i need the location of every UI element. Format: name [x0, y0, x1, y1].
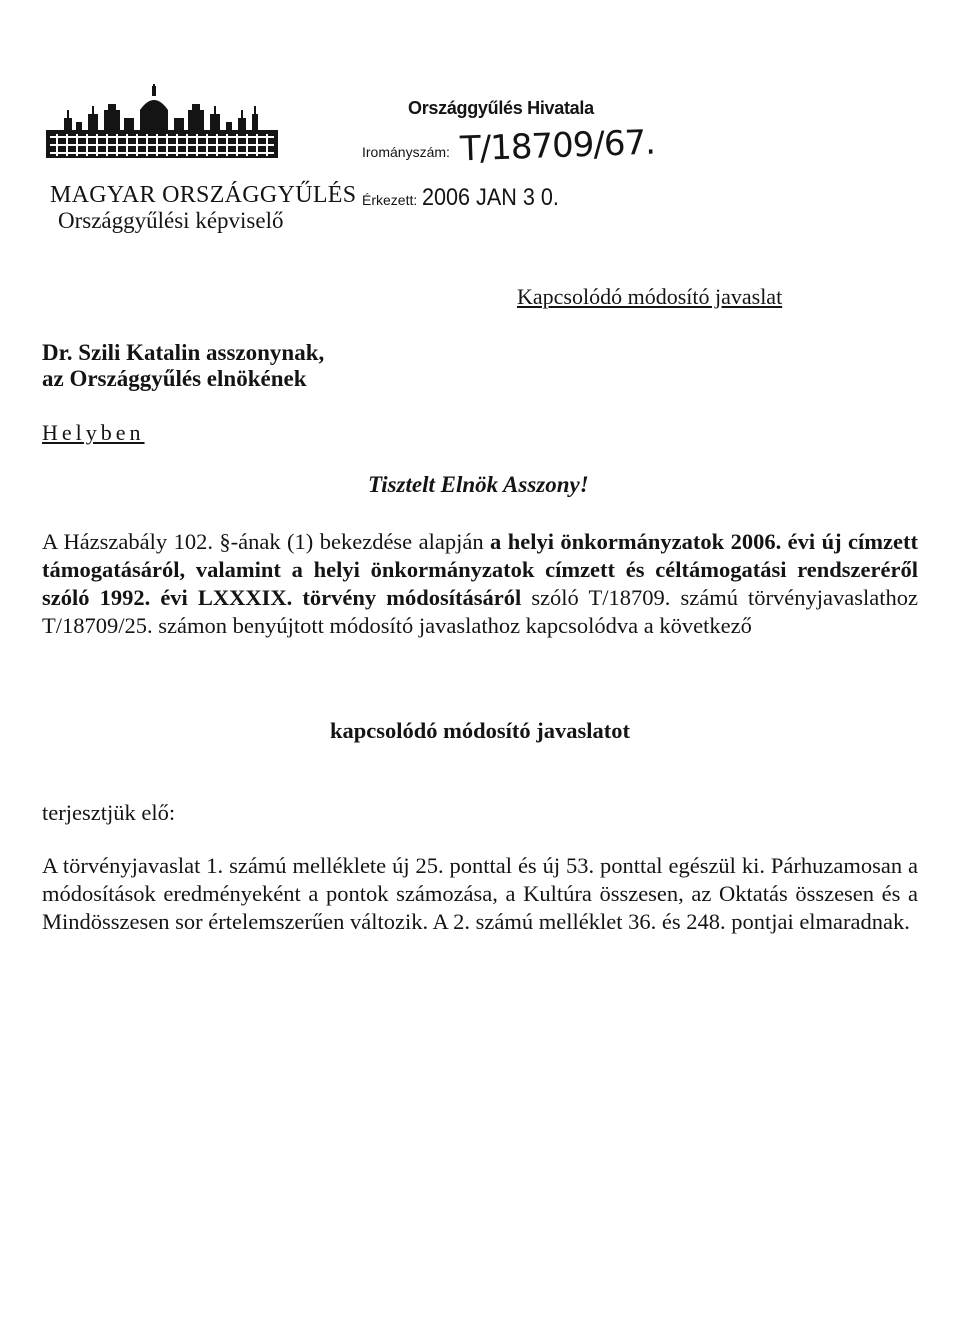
addressee-title: az Országgyűlés elnökének [42, 366, 307, 391]
stamp-received-label: Érkezett: [362, 192, 418, 208]
stamp-received-date: 2006 JAN 3 0. [422, 184, 559, 211]
parliament-logo [46, 84, 278, 164]
salutation: Tisztelt Elnök Asszony! [368, 472, 589, 497]
proposal-heading: kapcsolódó módosító javaslatot [329, 718, 631, 743]
addressee-name: Dr. Szili Katalin asszonynak, [42, 340, 325, 365]
stamp-title: Országgyűlés Hivatala [408, 98, 594, 118]
stamp-registry-number: T/18709/67. [459, 122, 656, 170]
intro-text-2: szóló T/18709. számú törvényjavaslathoz T/18709/25. számon benyújtott módosító javaslathoz kapcsolódva a következő [42, 585, 918, 638]
addressee-location: Helyben [42, 420, 145, 445]
stamp-registry-label: Irományszám: [362, 144, 450, 160]
intro-bill-title: a helyi önkormányzatok 2006. évi új címzett támogatásáról, valamint a helyi önkormányzatok címzett és céltámogatási rendszeréről szóló 1992. évi LXXXIX. törvény módosításáról [42, 529, 918, 610]
intro-text-1: A Házszabály 102. §-ának (1) bekezdése alapján [42, 529, 491, 554]
submit-line: terjesztjük elő: [42, 800, 176, 825]
document-type: Kapcsolódó módosító javaslat [517, 284, 783, 309]
body-paragraph: A törvényjavaslat 1. számú melléklete új 25. ponttal és új 53. ponttal egészül ki. Párhuzamosan a módosítások eredményeként a pontok számozása, a Kultúra összesen, az Oktatás összesen és a Mindösszesen sor értelemszerűen változik. A 2. számú melléklet 36. és 248. pontjai elmaradnak. [42, 853, 918, 934]
intro-paragraph [42, 528, 918, 640]
org-role: Országgyűlési képviselő [58, 208, 284, 233]
org-name: MAGYAR ORSZÁGGYŰLÉS [50, 182, 357, 208]
